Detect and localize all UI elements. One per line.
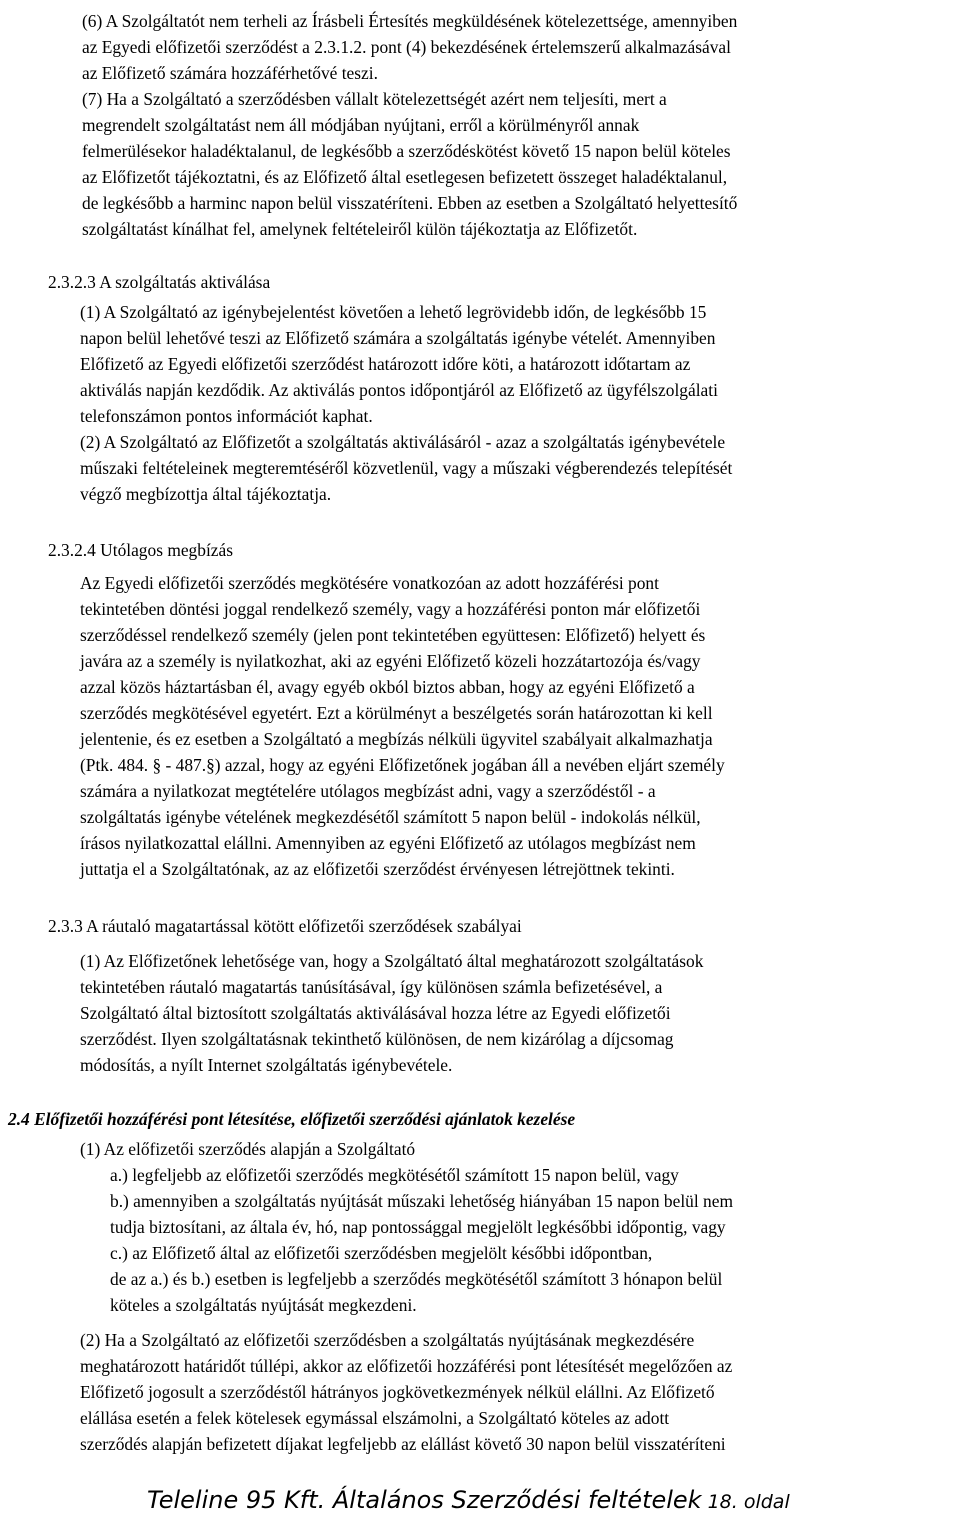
text-line: (1) Az előfizetői szerződés alapján a Szolgáltató (80, 1139, 416, 1159)
text-line: (2) Ha a Szolgáltató az előfizetői szerződésben a szolgáltatás nyújtásának megkezdésére (80, 1330, 695, 1350)
text-line: (6) A Szolgáltatót nem terheli az Írásbeli Értesítés megküldésének kötelezettsége, amennyiben (82, 11, 738, 31)
text-line: megrendelt szolgáltatást nem áll módjában nyújtani, erről a körülményről annak (82, 115, 640, 135)
text-line: az Előfizető számára hozzáférhetővé teszi. (82, 63, 378, 83)
list-item: köteles a szolgáltatás nyújtását megkezdeni. (110, 1295, 417, 1315)
text-line: szolgáltatást kínálhat fel, amelynek feltételeiről külön tájékoztatja az Előfizetőt. (82, 219, 638, 239)
text-line: műszaki feltételeinek megteremtéséről közvetlenül, vagy a műszaki végberendezés telepítését (80, 458, 733, 478)
text-line: javára az a személy is nyilatkozhat, aki az egyéni Előfizető közeli hozzátartozója és/vagy (80, 651, 701, 671)
text-line: tekintetében döntési joggal rendelkező személy, vagy a hozzáférési ponton már előfizetői (80, 599, 701, 619)
footer-text: Teleline 95 Kft. Általános Szerződési feltételek (147, 1486, 702, 1514)
text-line: jelentenie, és ez esetben a Szolgáltató a megbízás nélküli ügyvitel szabályait alkalmazhatja (80, 729, 713, 749)
text-line: módosítás, a nyílt Internet szolgáltatás igénybevétele. (80, 1055, 453, 1075)
text-line: (2) A Szolgáltató az Előfizetőt a szolgáltatás aktiválásáról - azaz a szolgáltatás igénybevétele (80, 432, 726, 452)
text-line: (1) Az Előfizetőnek lehetősége van, hogy a Szolgáltató által meghatározott szolgáltatások (80, 951, 704, 971)
text-line: Előfizető az Egyedi előfizetői szerződést határozott időre köti, a határozott időtartam az (80, 354, 691, 374)
text-line: szerződés alapján befizetett díjakat legfeljebb az elállást követő 30 napon belül visszatéríteni (80, 1434, 726, 1454)
text-line: Előfizető jogosult a szerződéstől hátrányos jogkövetkezmények nélkül elállni. Az Előfizető (80, 1382, 715, 1402)
text-line: felmerülésekor haladéktalanul, de legkésőbb a szerződéskötést követő 15 napon belül köteles (82, 141, 731, 161)
list-item: tudja biztosítani, az általa év, hó, nap pontossággal megjelölt legkésőbbi időpontig, vagy (110, 1217, 726, 1237)
list-item: de az a.) és b.) esetben is legfeljebb a szerződés megkötésétől számított 3 hónapon belül (110, 1269, 723, 1289)
section-heading: 2.3.2.4 Utólagos megbízás (48, 540, 233, 560)
text-line: Szolgáltató által biztosított szolgáltatás aktiválásával hozza létre az Egyedi előfizetői (80, 1003, 671, 1023)
list-item: a.) legfeljebb az előfizetői szerződés megkötésétől számított 15 napon belül, vagy (110, 1165, 679, 1185)
text-line: az Előfizetőt tájékoztatni, és az Előfizető által esetlegesen befizetett összeget haladéktalanul, (82, 167, 728, 187)
list-item: c.) az Előfizető által az előfizetői szerződésben megjelölt későbbi időpontban, (110, 1243, 653, 1263)
page-footer (147, 1483, 790, 1519)
text-line: szerződést. Ilyen szolgáltatásnak tekinthető különösen, de nem kizárólag a díjcsomag (80, 1029, 674, 1049)
text-line: írásos nyilatkozattal elállni. Amennyiben az egyéni Előfizető az utólagos megbízást nem (80, 833, 696, 853)
text-line: (Ptk. 484. § - 487.§) azzal, hogy az egyéni Előfizetőnek jogában áll a nevében eljárt személy (80, 755, 725, 775)
text-line: Az Egyedi előfizetői szerződés megkötésére vonatkozóan az adott hozzáférési pont (80, 573, 659, 593)
text-line: számára a nyilatkozat megtételére utólagos megbízást adni, vagy a szerződéstől - a (80, 781, 656, 801)
text-line: szolgáltatás igénybe vételének megkezdésétől számított 5 napon belül - indokolás nélkül, (80, 807, 701, 827)
text-line: szerződéssel rendelkező személy (jelen pont tekintetében együttesen: Előfizető) helyett és (80, 625, 706, 645)
text-line: aktiválás napján kezdődik. Az aktiválás pontos időpontjáról az Előfizető az ügyfélszolgálati (80, 380, 718, 400)
text-line: telefonszámon pontos információt kaphat. (80, 406, 373, 426)
text-line: napon belül lehetővé teszi az Előfizető számára a szolgáltatás igénybe vételét. Amennyiben (80, 328, 716, 348)
list-item: b.) amennyiben a szolgáltatás nyújtását műszaki lehetőség hiányában 15 napon belül nem (110, 1191, 733, 1211)
text-line: (1) A Szolgáltató az igénybejelentést követően a lehető legrövidebb időn, de legkésőbb 15 (80, 302, 707, 322)
text-line: (7) Ha a Szolgáltató a szerződésben vállalt kötelezettségét azért nem teljesíti, mert a (82, 89, 667, 109)
text-line: az Egyedi előfizetői szerződést a 2.3.1.2. pont (4) bekezdésének értelemszerű alkalmazásával (82, 37, 731, 57)
text-line: elállása esetén a felek kötelesek egymással elszámolni, a Szolgáltató köteles az adott (80, 1408, 670, 1428)
section-heading: 2.3.3 A ráutaló magatartással kötött előfizetői szerződések szabályai (48, 916, 522, 936)
text-line: végző megbízottja által tájékoztatja. (80, 484, 332, 504)
text-line: juttatja el a Szolgáltatónak, az az előfizetői szerződést érvényesen létrejöttnek tekinti. (80, 859, 675, 879)
text-line: azzal közös háztartásban él, avagy egyéb okból biztos abban, hogy az egyéni Előfizető a (80, 677, 695, 697)
text-line: meghatározott határidőt túllépi, akkor az előfizetői hozzáférési pont létesítését megelőzően az (80, 1356, 733, 1376)
page-number: 18. oldal (707, 1491, 790, 1513)
section-heading: 2.3.2.3 A szolgáltatás aktiválása (48, 272, 271, 292)
text-line: tekintetében ráutaló magatartás tanúsításával, így különösen számla befizetésével, a (80, 977, 663, 997)
text-line: szerződés megkötésével egyetért. Ezt a körülményt a beszélgetés során határozottan ki kell (80, 703, 713, 723)
section-heading: 2.4 Előfizetői hozzáférési pont létesítése, előfizetői szerződési ajánlatok kezelése (8, 1109, 576, 1129)
text-line: de legkésőbb a harminc napon belül visszatéríteni. Ebben az esetben a Szolgáltató helyettesítő (82, 193, 738, 213)
